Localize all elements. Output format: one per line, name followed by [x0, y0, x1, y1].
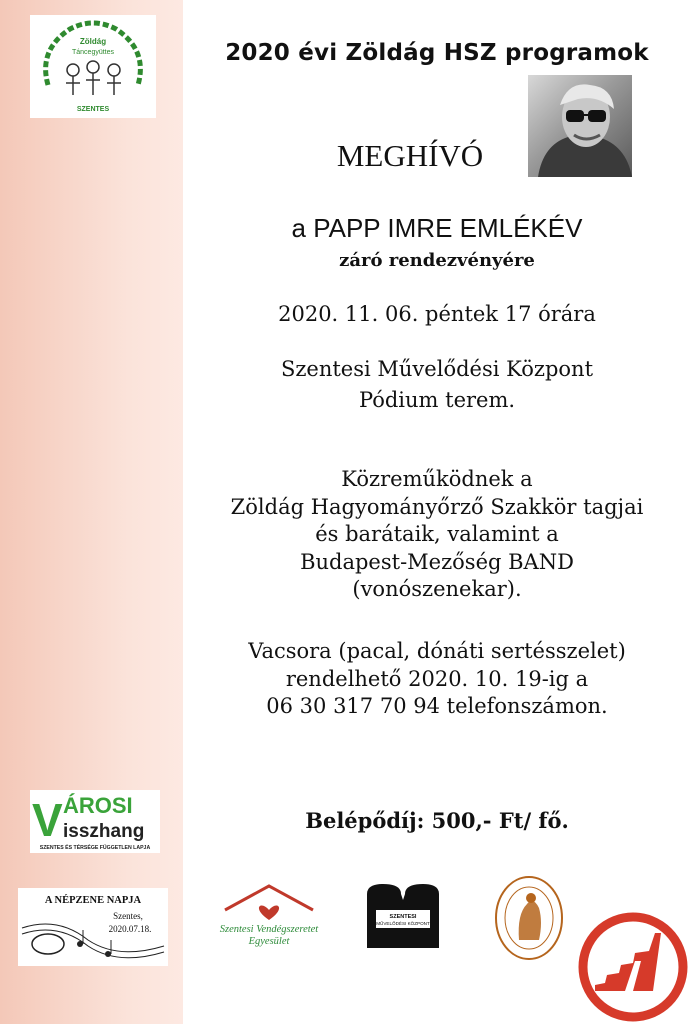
koszta-muzeum-seal	[493, 874, 565, 962]
varosi-visszhang-logo	[30, 790, 160, 853]
zoldag-line2: Táncegyüttes	[71, 49, 115, 56]
dinner-line: rendelhető 2020. 10. 19-ig a	[285, 666, 589, 691]
nepzene-city: Szentes,	[113, 911, 143, 921]
zoldag-city: SZENTES	[76, 106, 110, 113]
muvelodesi-line1: SZENTESI	[389, 914, 417, 920]
muvelodesi-line2: MŰVELŐDÉSI KÖZPONT	[376, 921, 430, 926]
invitation-heading: MEGHÍVÓ	[336, 138, 484, 173]
performers-block	[183, 466, 691, 604]
muvelodesi-kozpont-logo	[363, 880, 443, 950]
nepzene-napja-art	[18, 888, 168, 966]
page-title: 2020 évi Zöldág HSZ programok	[225, 40, 649, 66]
varosi-line2: isszhang	[63, 821, 145, 842]
portrait-photo	[528, 75, 632, 177]
varosi-line1: ÁROSI	[63, 793, 133, 818]
dinner-block	[183, 638, 691, 721]
venue-name: Szentesi Művelődési Központ	[280, 357, 594, 381]
dinner-line: Vacsora (pacal, dónáti sertésszelet)	[248, 639, 626, 663]
performers-line: és barátaik, valamint a	[315, 522, 559, 546]
corner-logo	[575, 905, 691, 1024]
performers-line: (vonószenekar).	[352, 577, 522, 601]
vendegszeretet-mark	[205, 880, 333, 955]
muvelodesi-mark	[363, 880, 443, 950]
zoldag-logo	[30, 15, 156, 118]
nepzene-napja-logo	[18, 888, 168, 966]
vendeg-line1: Szentesi Vendégszeretet	[219, 924, 319, 935]
event-subtitle: záró rendezvényére	[339, 250, 535, 271]
nepzene-date: 2020.07.18.	[108, 924, 152, 934]
event-name: a PAPP IMRE EMLÉKÉV	[291, 213, 583, 243]
performers-line: Budapest-Mezőség BAND	[300, 549, 574, 574]
heart-icon	[259, 905, 279, 920]
event-date: 2020. 11. 06. péntek 17 órára	[278, 302, 596, 326]
muzeum-seal-graphic	[493, 874, 565, 962]
dinner-line: 06 30 317 70 94 telefonszámon.	[266, 694, 608, 718]
nepzene-title: A NÉPZENE NAPJA	[44, 895, 142, 906]
zoldag-emblem	[30, 15, 156, 118]
performers-line: Zöldág Hagyományőrző Szakkör tagjai	[230, 494, 644, 519]
zoldag-line1: Zöldág	[79, 37, 107, 46]
portrait-silhouette	[528, 75, 632, 177]
vendeg-line2: Egyesület	[248, 936, 290, 947]
venue-room: Pódium terem.	[358, 388, 516, 412]
entry-fee: Belépődíj: 500,- Ft/ fő.	[305, 808, 569, 833]
vendegszeretet-logo	[205, 880, 333, 955]
corner-logo-mark	[575, 905, 691, 1024]
performers-line: Közreműködnek a	[341, 467, 533, 491]
varosi-big-letter: V	[32, 794, 63, 846]
varosi-visszhang-mark	[30, 790, 160, 853]
left-decorative-strip	[0, 0, 183, 1024]
varosi-tagline: SZENTES ÉS TÉRSÉGE FÜGGETLEN LAPJA	[39, 845, 151, 851]
